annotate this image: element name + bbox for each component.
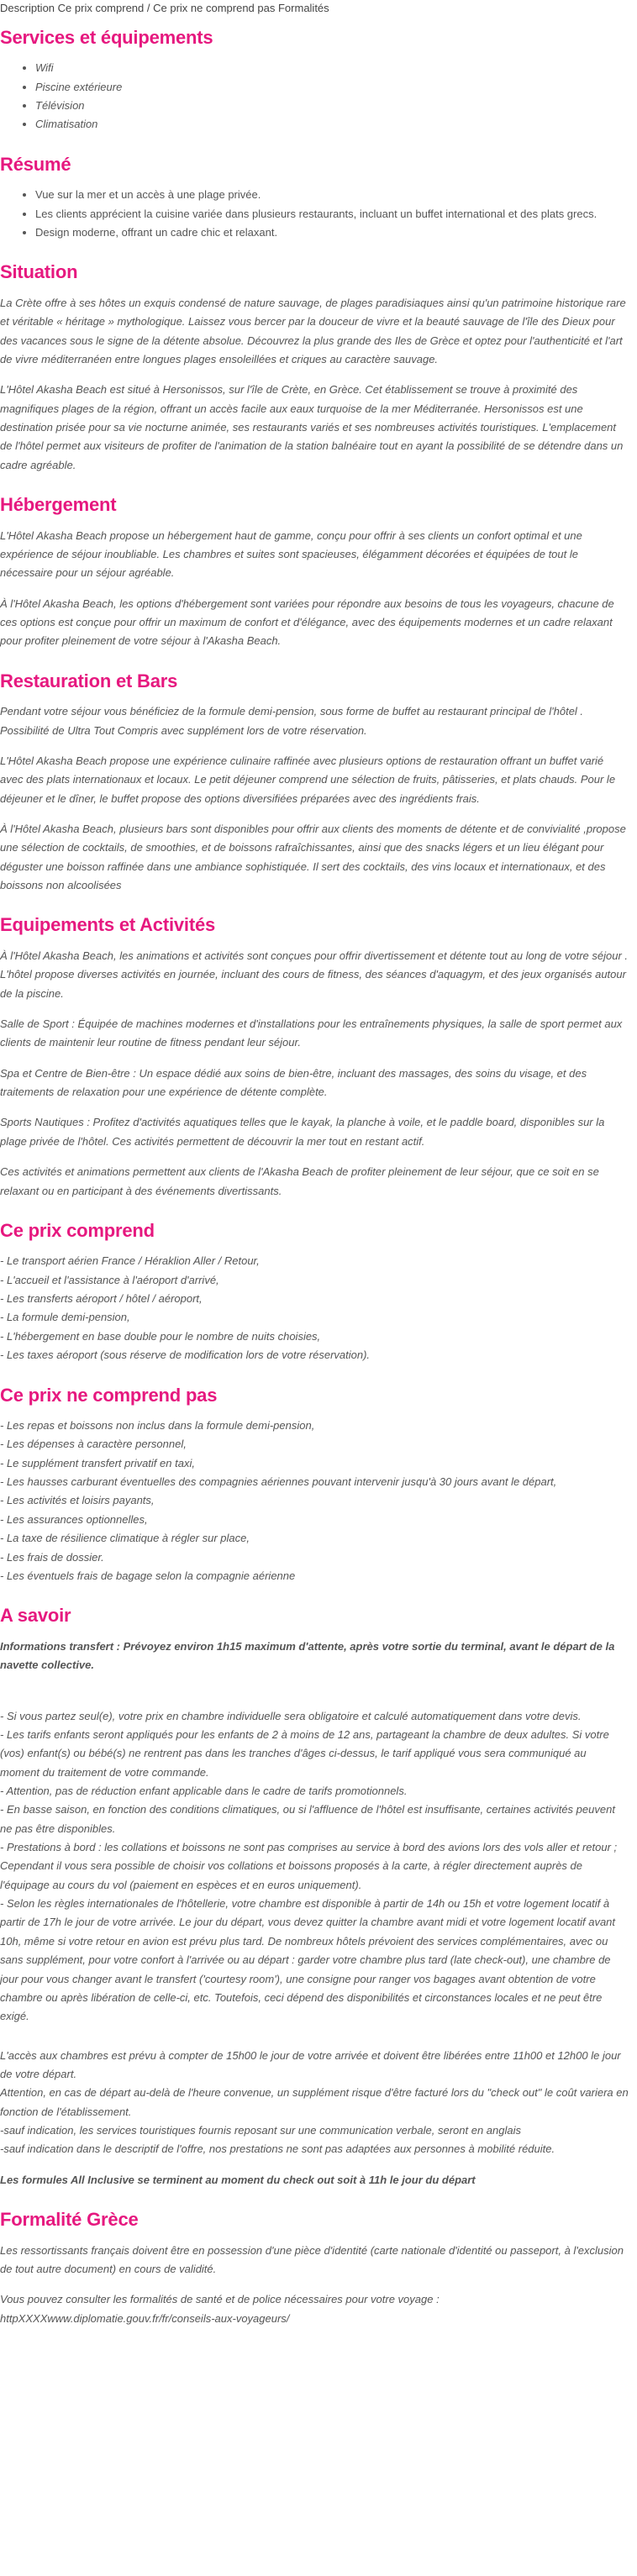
a-savoir-details <box>0 1707 629 2027</box>
resume-title: Résumé <box>0 153 71 175</box>
list-item: L'accès aux chambres est prévu à compter de 15h00 le jour de votre arrivée et doivent être libérées entre 11h00 et 12h00 le jour de votre départ. <box>0 2048 621 2080</box>
spacer <box>0 2038 629 2047</box>
list-item: -sauf indication dans le descriptif de l'offre, nos prestations ne sont pas adaptées aux personnes à mobilité réduite. <box>0 2142 555 2156</box>
paragraph: Pendant votre séjour vous bénéficiez de la formule demi-pension, sous forme de buffet au restaurant principal de l'hôtel . Possibilité de Ultra Tout Compris avec supplément lors de votre réservation. <box>0 705 584 737</box>
paragraph: À l'Hôtel Akasha Beach, les animations et activités sont conçues pour offrir divertissement et détente tout au long de votre séjour . L'hôtel propose diverses activités en journée, incluant des cours de fitness, des séances d'aquagym, et des jeux organisés autour de la piscine. <box>0 949 629 1000</box>
list-item: - Les repas et boissons non inclus dans la formule demi-pension, <box>0 1419 315 1433</box>
list-item: - En basse saison, en fonction des conditions climatiques, ou si l'affluence de l'hôtel est insuffisante, certaines activités peuvent ne pas être disponibles. <box>0 1803 615 1835</box>
list-item: -sauf indication, les services touristiques fournis reposant sur une communication verbale, seront en anglais <box>0 2124 521 2137</box>
spacer <box>0 1687 629 1707</box>
list-item: - Prestations à bord : les collations et boissons ne sont pas comprises au service à bord des avions lors des vols aller et retour ; Cependant il vous sera possible de choisir vos collations et boissons proposés à la carte, à régler directement auprès de l'équipage au cours du vol (paiement en espèces et en euros uniquement). <box>0 1841 618 1891</box>
breadcrumb-prix-comprend[interactable]: Ce prix comprend <box>57 2 145 14</box>
list-item: - Les tarifs enfants seront appliqués pour les enfants de 2 à moins de 12 ans, partageant la chambre de deux adultes. Si votre (vos) enfant(s) ou bébé(s) ne rentrent pas dans les tranches d'âges ci-dessus, le tarif appliqué vous sera communiqué au moment du traitement de votre commande. <box>0 1727 609 1779</box>
paragraph: Sports Nautiques : Profitez d'activités aquatiques telles que le kayak, la planche à voile, et le paddle board, disponibles sur la plage privée de l'hôtel. Ces activités permettent de découvrir la mer tout en restant actif. <box>0 1116 605 1148</box>
list-item: - Le supplément transfert privatif en taxi, <box>0 1456 195 1469</box>
list-item: • Les clients apprécient la cuisine variée dans plusieurs restaurants, incluant un buffet international et des plats grecs. <box>35 205 629 223</box>
breadcrumb <box>0 0 629 18</box>
services-title: Services et équipements <box>0 26 213 48</box>
list-item: - Attention, pas de réduction enfant applicable dans le cadre de tarifs promotionnels. <box>0 1784 408 1797</box>
resume-list <box>0 186 629 242</box>
restauration-title: Restauration et Bars <box>0 670 178 691</box>
paragraph: L'Hôtel Akasha Beach propose une expérience culinaire raffinée avec plusieurs options de restauration offrant un buffet varié avec des plats internationaux et locaux. Le petit déjeuner comprend une sélection de fruits, pâtisseries, et plats chauds. Pour le déjeuner et le dîner, le buffet propose des options diversifiées préparées avec des ingrédients frais. <box>0 754 616 805</box>
list-item: - Les taxes aéroport (sous réserve de modification lors de votre réservation). <box>0 1348 371 1362</box>
paragraph: Spa et Centre de Bien-être : Un espace dédié aux soins de bien-être, incluant des massages, des soins du visage, et des traitements de relaxation pour une expérience de détente complète. <box>0 1066 587 1099</box>
list-item: - Si vous partez seul(e), votre prix en chambre individuelle sera obligatoire et calculé automatiquement dans votre devis. <box>0 1709 582 1722</box>
list-item: - L'accueil et l'assistance à l'aéroport d'arrivé, <box>0 1273 219 1286</box>
list-item: • Climatisation <box>35 115 629 134</box>
list-item: - Les frais de dossier. <box>0 1550 104 1564</box>
list-item: - Les éventuels frais de bagage selon la compagnie aérienne <box>0 1569 296 1582</box>
a-savoir-acces <box>0 2047 629 2159</box>
diplomatie-link[interactable]: httpXXXXwww.diplomatie.gouv.fr/fr/conseils-aux-voyageurs/ <box>0 2311 290 2325</box>
paragraph: À l'Hôtel Akasha Beach, plusieurs bars sont disponibles pour offrir aux clients des moments de détente et de convivialité ,propose une sélection de cocktails, de smoothies, et de boissons rafraîchissantes, ainsi que des snacks légers et un lieu élégant pour déguster une boisson raffinée dans une ambiance sophistiquée. Il sert des cocktails, des vins locaux et internationaux, et des boissons non alcoolisées <box>0 823 626 892</box>
services-list <box>0 59 629 134</box>
equipements-title: Equipements et Activités <box>0 914 216 936</box>
list-item: • Design moderne, offrant un cadre chic et relaxant. <box>35 223 629 242</box>
list-item: - Le transport aérien France / Héraklion Aller / Retour, <box>0 1254 260 1268</box>
paragraph: Les ressortissants français doivent être en possession d'une pièce d'identité (carte nationale d'identité ou passeport, à l'exclusion de tout autre document) en cours de validité. <box>0 2243 624 2275</box>
formalite-title: Formalité Grèce <box>0 2209 139 2231</box>
paragraph: L'Hôtel Akasha Beach propose un hébergement haut de gamme, conçu pour offrir à ses clients un confort optimal et une expérience de séjour inoubliable. Les chambres et suites sont spacieuses, élégamment décorées et équipées de tout le nécessaire pour un séjour agréable. <box>0 528 582 580</box>
list-item: - Les dépenses à caractère personnel, <box>0 1438 187 1451</box>
list-item: - La formule demi-pension, <box>0 1311 130 1324</box>
situation-title: Situation <box>0 261 78 283</box>
hebergement-title: Hébergement <box>0 494 117 516</box>
list-item: • Piscine extérieure <box>35 78 629 97</box>
list-item: - Selon les règles internationales de l'hôtellerie, votre chambre est disponible à partir de 14h ou 15h et votre logement locatif à partir de 17h le jour de votre arrivée. Le jour du départ, vous devez quitter la chambre avant midi et votre logement locatif avant 10h, même si votre retour en avion est prévu plus tard. De nombreux hôtels prévoient des services complémentaires, avec ou sans supplément, pour votre confort à l'arrivée ou au départ : garder votre chambre plus tard (late check-out), une chambre de jour pour vous changer avant le transfert ('courtesy room'), une consigne pour ranger vos bagages avant obtention de votre chambre ou après libération de celle-ci, etc. Toutefois, ceci dépend des disponibilités et circonstances locales et ne peut être exigé. <box>0 1897 616 2023</box>
paragraph: À l'Hôtel Akasha Beach, les options d'hébergement sont variées pour répondre aux besoins de tous les voyageurs, chacune de ces options est conçue pour offrir un maximum de confort et d'élégance, avec des équipements modernes et un cadre relaxant pour profiter pleinement de votre séjour à l'Akasha Beach. <box>0 597 614 648</box>
all-inclusive-note: Les formules All Inclusive se terminent au moment du check out soit à 11h le jour du départ <box>0 2173 476 2186</box>
prix-ne-comprend-title: Ce prix ne comprend pas <box>0 1384 218 1406</box>
list-item: - Les hausses carburant éventuelles des compagnies aériennes pouvant intervenir jusqu'à 30 jours avant le départ, <box>0 1475 557 1489</box>
list-item: - La taxe de résilience climatique à régler sur place, <box>0 1532 250 1545</box>
transfert-note: Informations transfert : Prévoyez environ 1h15 maximum d'attente, après votre sortie du terminal, avant le départ de la navette collective. <box>0 1639 615 1672</box>
list-item: • Télévision <box>35 97 629 115</box>
prix-comprend-title: Ce prix comprend <box>0 1219 155 1241</box>
prix-ne-comprend-list <box>0 1417 629 1585</box>
list-item: • Vue sur la mer et un accès à une plage privée. <box>35 186 629 204</box>
paragraph: La Crète offre à ses hôtes un exquis condensé de nature sauvage, de plages paradisiaques ainsi qu'un patrimoine historique rare et véritable « héritage » mythologique. Laissez vous bercer par la douceur de vivre et la beauté sauvage de l'île des Dieux pour des vacances sous le signe de la détente absolue. Découvrez la plus grande des Iles de Grèce et optez pour l'authenticité et l'art de vivre méditerranéen entre longues plages ensoleillées et criques au caractère sauvage. <box>0 296 626 365</box>
list-item: - Les activités et loisirs payants, <box>0 1494 155 1507</box>
a-savoir-title: A savoir <box>0 1605 71 1627</box>
breadcrumb-formalites[interactable]: Formalités <box>277 2 329 14</box>
list-item: - Les assurances optionnelles, <box>0 1512 148 1526</box>
list-item: Attention, en cas de départ au-delà de l'heure convenue, un supplément risque d'être facturé lors du "check out" le coût variera en fonction de l'établissement. <box>0 2086 629 2118</box>
breadcrumb-prix-ne-comprend[interactable]: Ce prix ne comprend pas <box>153 2 276 14</box>
list-item: • Wifi <box>35 59 629 77</box>
list-item: - L'hébergement en base double pour le nombre de nuits choisies, <box>0 1329 321 1343</box>
prix-comprend-list <box>0 1252 629 1364</box>
list-item: - Les transferts aéroport / hôtel / aéroport, <box>0 1292 203 1306</box>
paragraph: Vous pouvez consulter les formalités de santé et de police nécessaires pour votre voyage : <box>0 2293 440 2306</box>
paragraph: Salle de Sport : Équipée de machines modernes et d'installations pour les entraînements physiques, la salle de sport permet aux clients de maintenir leur routine de fitness pendant leur séjour. <box>0 1017 623 1049</box>
breadcrumb-sep-1: / <box>144 2 154 14</box>
breadcrumb-description[interactable]: Description <box>0 2 55 14</box>
paragraph: L'Hôtel Akasha Beach est situé à Hersonissos, sur l'île de Crète, en Grèce. Cet établissement se trouve à proximité des magnifiques plages de la région, offrant un accès facile aux eaux turquoise de la mer Méditerranée. Hersonissos est une destination prisée pour sa vie nocturne animée, ses restaurants variés et ses nombreuses activités touristiques. L'emplacement de l'hôtel permet aux visiteurs de profiter de l'animation de la station balnéaire tout en ayant la possibilité de se détendre dans un cadre agréable. <box>0 383 624 471</box>
paragraph: Ces activités et animations permettent aux clients de l'Akasha Beach de profiter pleinement de leur séjour, que ce soit en se relaxant ou en participant à des événements divertissants. <box>0 1165 599 1197</box>
